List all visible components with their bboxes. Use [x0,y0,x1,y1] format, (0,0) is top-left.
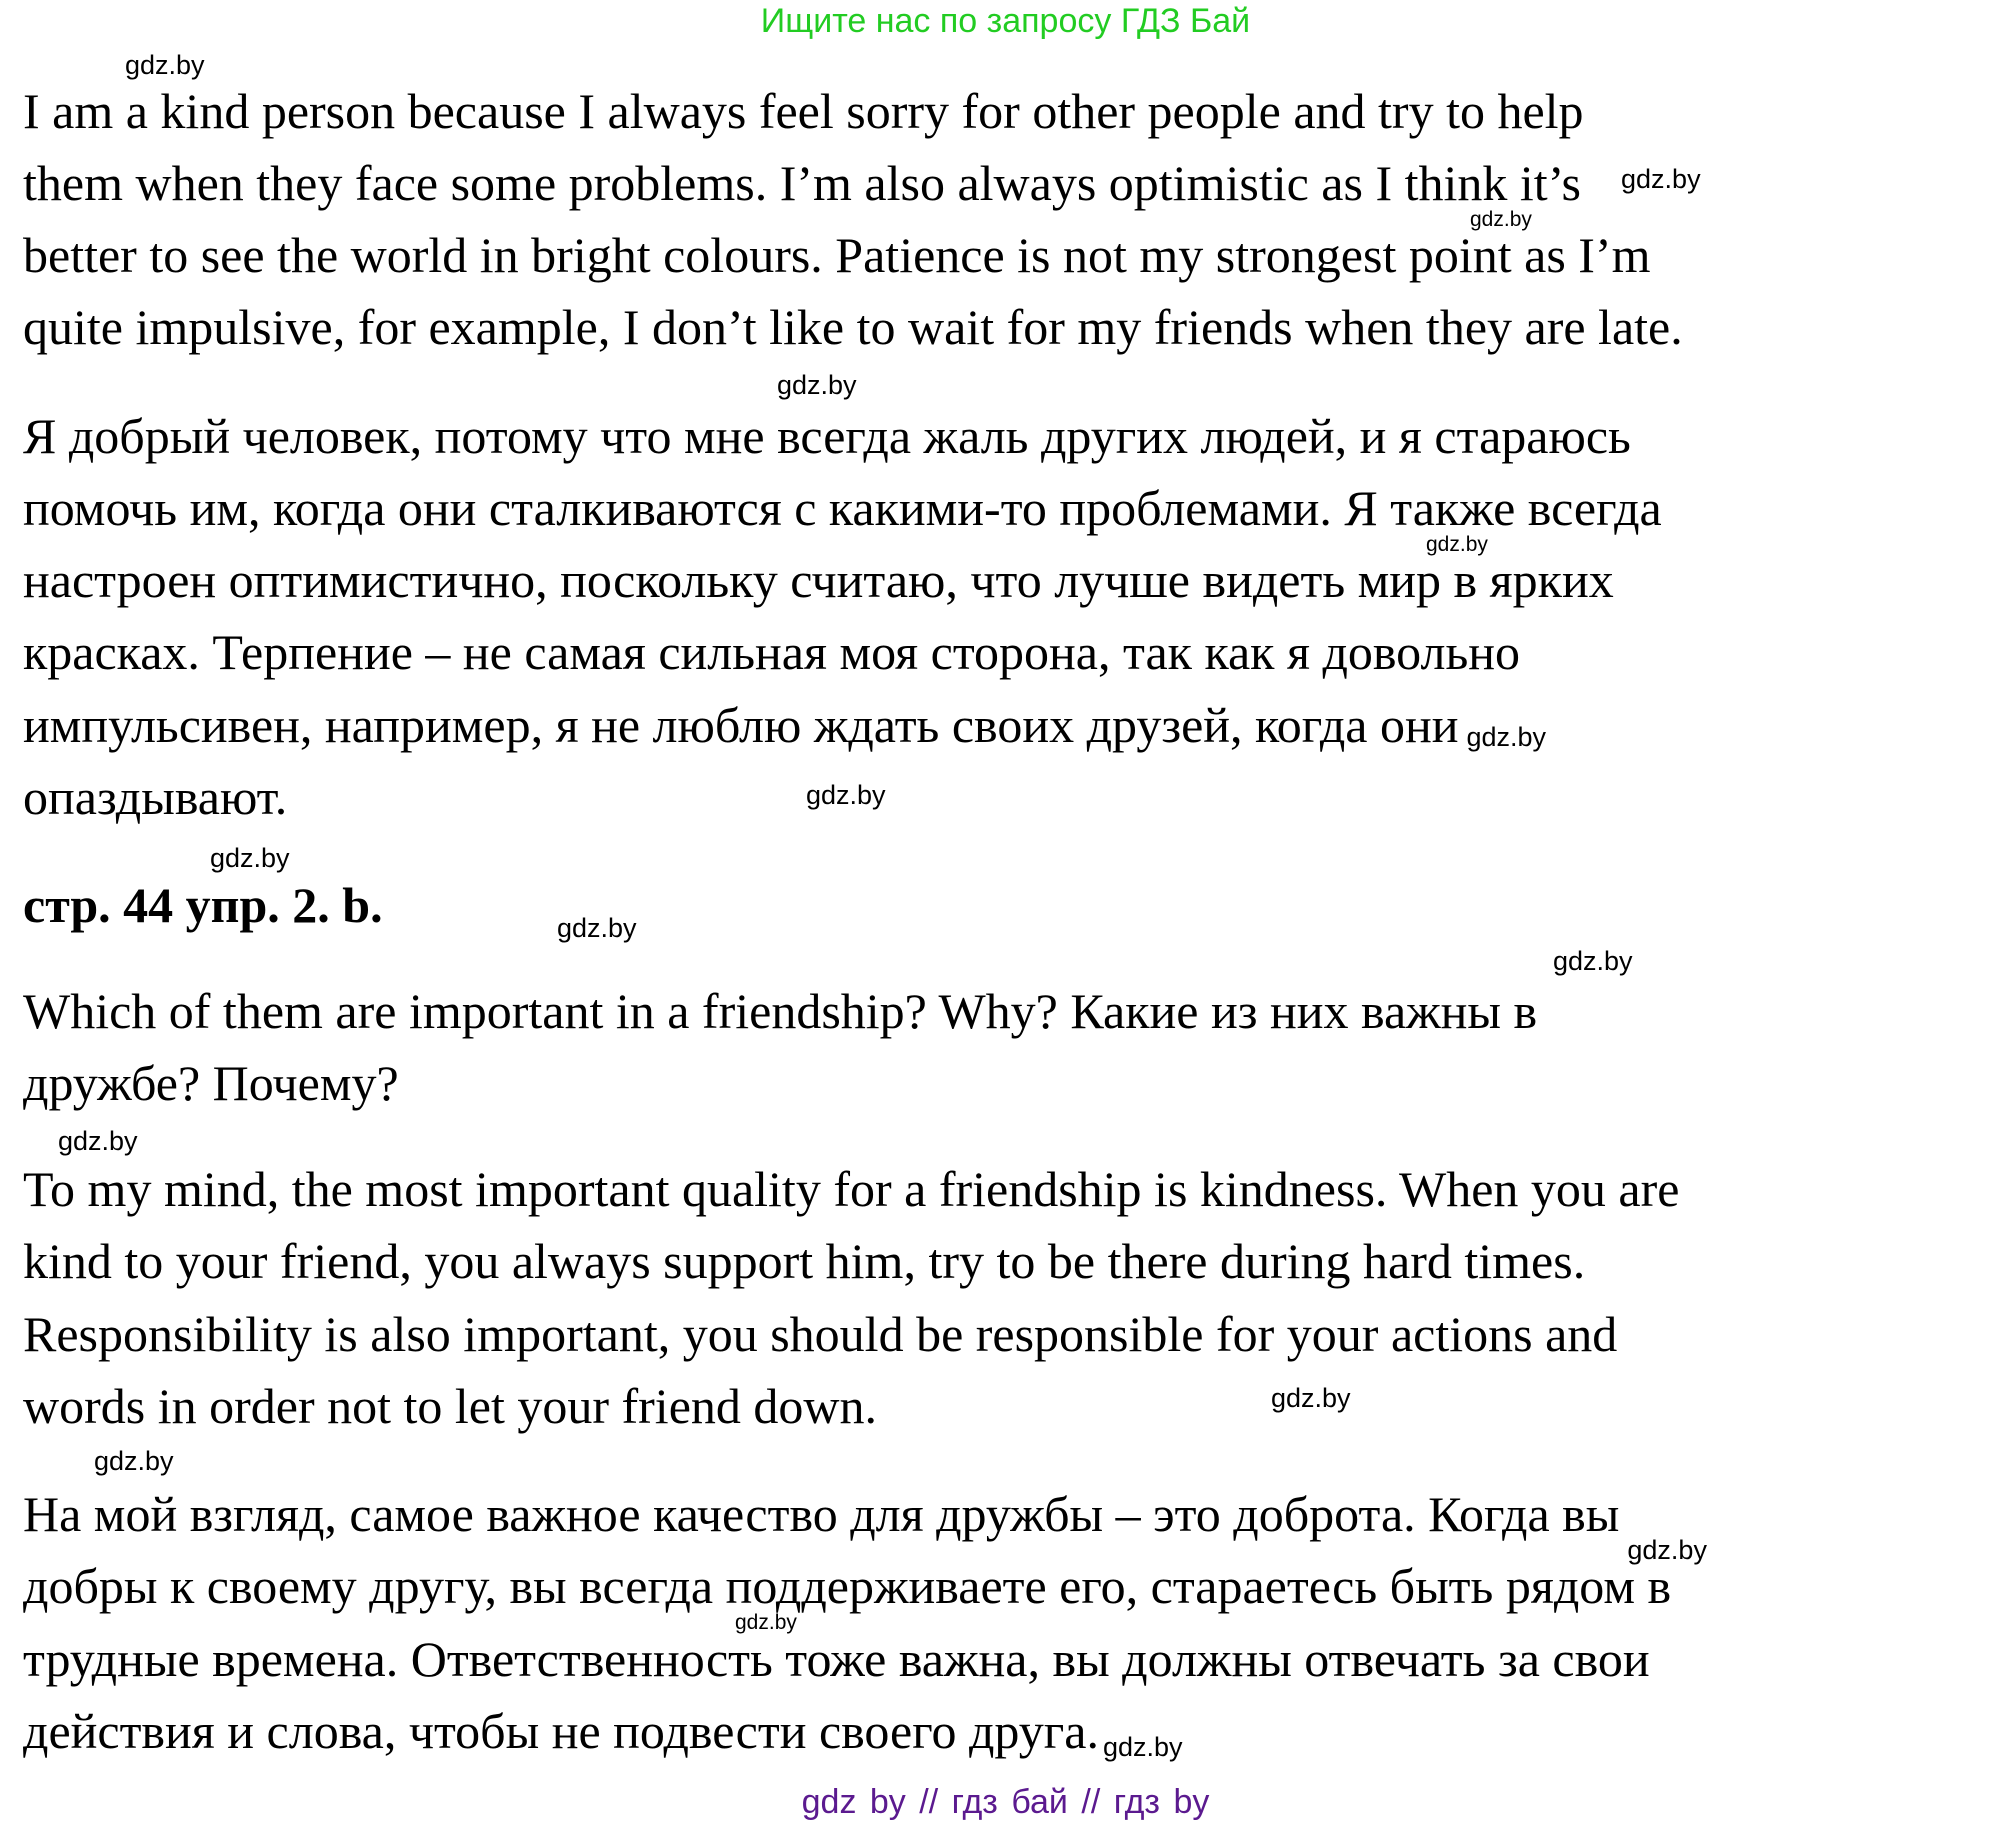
watermark: gdz.by [735,1611,797,1634]
watermark: gdz.by [94,1446,174,1476]
paragraph-en-2-line: words in order not to let your friend down. [23,1378,878,1434]
watermark: gdz.by [1553,946,1633,976]
paragraph-ru-2-line: трудные времена. Ответственность тоже важна, вы должны отвечать за свои [23,1631,1650,1687]
paragraph-en-1-line: better to see the world in bright colours. Patience is not my strongest point as I’m [23,227,1651,283]
paragraph-ru-1-line: Я добрый человек, потому что мне всегда жаль других людей, и я стараюсь [23,408,1631,464]
watermark: gdz.by [1621,164,1701,194]
watermark: gdz.by [125,50,205,80]
watermark: gdz.by [1466,722,1547,752]
footer-links: gdz by // гдз бай // гдз by [801,1783,1210,1821]
watermark: gdz.by [210,843,290,873]
watermark: gdz.by [1627,1535,1707,1565]
paragraph-en-2-line: kind to your friend, you always support him, try to be there during hard times. [23,1233,1586,1289]
paragraph-en-2-line: To my mind, the most important quality for a friendship is kindness. When you are [23,1161,1680,1217]
paragraph-ru-2-line-text: На мой взгляд, самое важное качество для дружбы – это доброта. Когда вы [23,1486,1620,1542]
watermark: gdz.by [1426,533,1488,556]
paragraph-ru-2-line-text: действия и слова, чтобы не подвести своего друга. [23,1703,1099,1759]
watermark: gdz.by [777,370,857,400]
paragraph-en-1-line: I am a kind person because I always feel sorry for other people and try to help [23,83,1584,139]
paragraph-ru-1-line: опаздывают. [23,769,288,825]
watermark: gdz.by [557,913,637,943]
paragraph-en-1-line: quite impulsive, for example, I don’t like to wait for my friends when they are late. [23,299,1683,355]
paragraph-ru-2-line: добры к своему другу, вы всегда поддерживаете его, стараетесь быть рядом в [23,1558,1672,1614]
header-banner: Ищите нас по запросу ГДЗ Бай [760,2,1251,40]
watermark: gdz.by [806,780,886,810]
paragraph-ru-1-line-text: импульсивен, например, я не люблю ждать своих друзей, когда они [23,697,1459,753]
paragraph-ru-2-line [23,1486,1707,1565]
watermark: gdz.by [1271,1383,1351,1413]
watermark: gdz.by [58,1126,138,1156]
watermark: gdz.by [1470,208,1532,231]
paragraph-ru-2-line [23,1703,1183,1762]
paragraph-en-1-line [23,155,1701,211]
section-heading: стр. 44 упр. 2. b. [23,877,383,933]
question-line: дружбе? Почему? [23,1055,399,1111]
paragraph-en-2-line: Responsibility is also important, you should be responsible for your actions and [23,1306,1618,1362]
watermark: gdz.by [1102,1732,1183,1762]
paragraph-ru-1-line: настроен оптимистично, поскольку считаю, что лучше видеть мир в ярких [23,552,1614,608]
paragraph-ru-1-line: красках. Терпение – не самая сильная моя сторона, так как я довольно [23,624,1521,680]
question-line: Which of them are important in a friendship? Why? Какие из них важны в [23,983,1538,1039]
paragraph-en-1-line-text: them when they face some problems. I’m also always optimistic as I think it’s [23,155,1582,211]
paragraph-ru-1-line [23,697,1547,753]
paragraph-ru-1-line: помочь им, когда они сталкиваются с какими-то проблемами. Я также всегда [23,480,1662,536]
